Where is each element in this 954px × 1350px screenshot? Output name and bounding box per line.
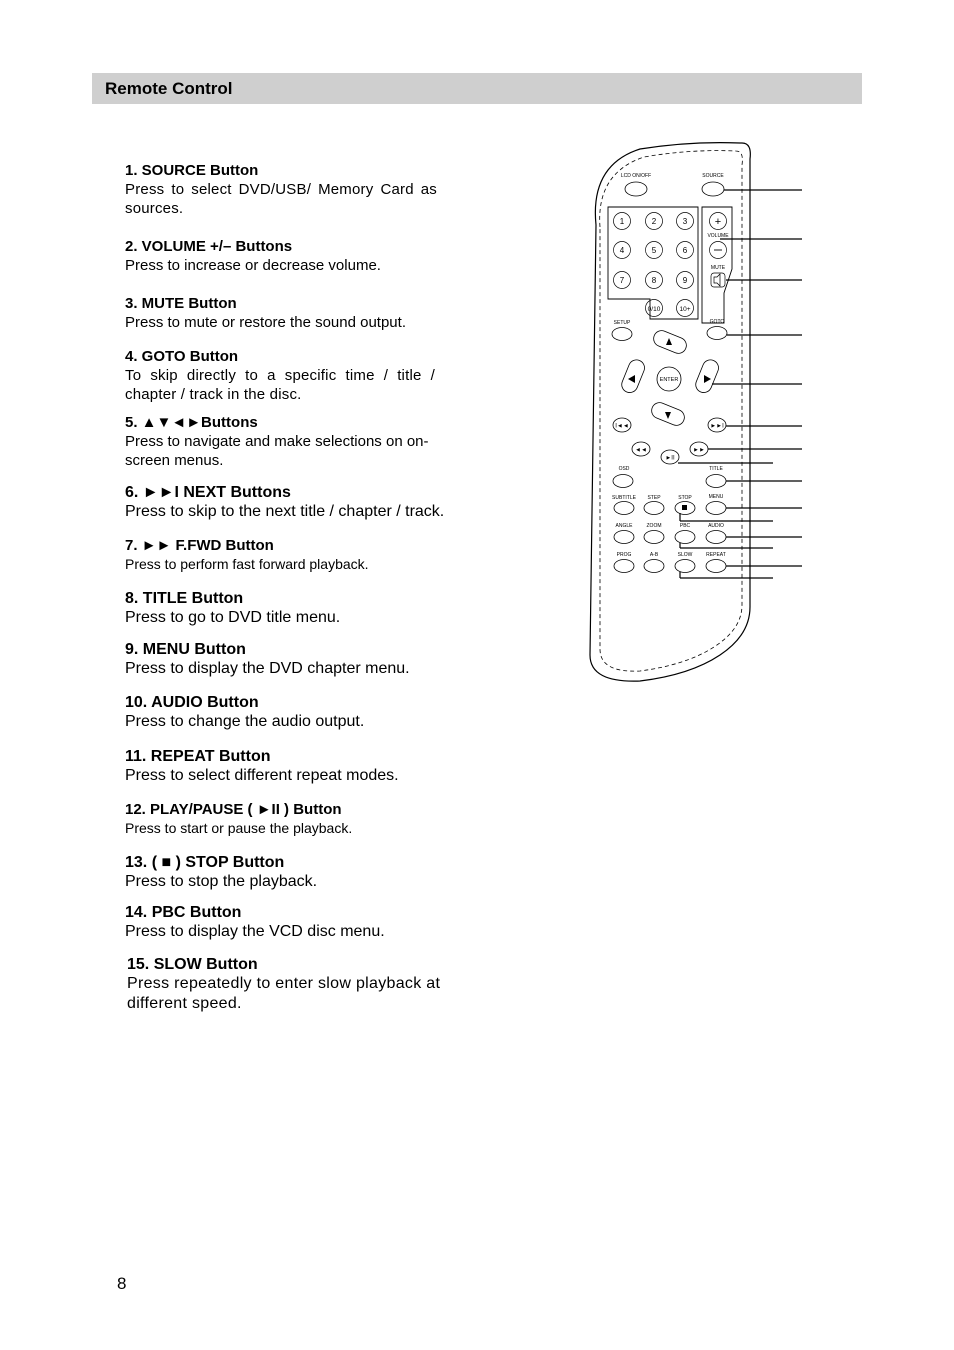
plus-icon: +: [714, 216, 722, 228]
menu-label: MENU: [708, 494, 724, 500]
item-stop: [125, 853, 455, 892]
goto-button[interactable]: [707, 327, 727, 340]
digit-2-label: 2: [651, 217, 657, 226]
source-label: SOURCE: [702, 173, 724, 179]
mute-icon: [714, 274, 720, 286]
item-heading: 11. REPEAT Button: [125, 748, 271, 765]
item-description: Press to select different repeat modes.: [125, 767, 399, 784]
setup-label: SETUP: [613, 320, 631, 326]
item-heading: 12. PLAY/PAUSE ( ►II ) Button: [125, 801, 342, 818]
item-description: Press to display the VCD disc menu.: [125, 923, 385, 940]
digit-10plus-label: 10+: [679, 306, 691, 313]
item-heading: 10. AUDIO Button: [125, 694, 259, 711]
item-play-pause: [125, 800, 455, 838]
item-heading: 6. ►►I NEXT Buttons: [125, 484, 291, 501]
item-description: To skip directly to a specific time / title / chapter / track in the disc.: [125, 367, 435, 403]
down-arrow-icon: [665, 412, 671, 419]
ab-button[interactable]: [644, 560, 664, 573]
mute-label: MUTE: [710, 265, 726, 271]
item-description: Press to perform fast forward playback.: [125, 556, 369, 572]
item-heading: 14. PBC Button: [125, 904, 242, 921]
prog-label: PROG: [616, 552, 632, 558]
item-repeat: [125, 747, 455, 786]
callout-lines: [678, 190, 802, 578]
ab-label: A-B: [649, 552, 659, 558]
repeat-button[interactable]: [706, 560, 726, 573]
item-description: Press to stop the playback.: [125, 873, 318, 890]
item-description: Press to skip to the next title / chapter / track.: [125, 503, 445, 520]
lcd-button[interactable]: [625, 182, 647, 196]
item-description: Press to increase or decrease volume.: [125, 257, 381, 274]
play-pause-icon: ►II: [665, 455, 675, 462]
prog-button[interactable]: [614, 560, 634, 573]
remote-control-illustration: [580, 135, 820, 695]
audio-label: AUDIO: [708, 523, 724, 529]
item-description: Press repeatedly to enter slow playback at different speed.: [127, 975, 441, 1012]
next-icon: ►►I: [710, 423, 724, 430]
item-description: Press to start or pause the playback.: [125, 820, 353, 836]
item-heading: 15. SLOW Button: [127, 956, 258, 973]
left-arrow-icon: [628, 375, 635, 383]
right-button[interactable]: [693, 357, 721, 395]
mute-button[interactable]: [711, 273, 725, 287]
item-description: Press to select DVD/USB/ Memory Card as sources.: [125, 181, 437, 217]
step-button[interactable]: [644, 502, 664, 515]
zoom-label: ZOOM: [646, 523, 662, 529]
step-label: STEP: [647, 495, 661, 501]
item-navigation: [125, 413, 455, 470]
item-description: Press to mute or restore the sound output.: [125, 314, 406, 331]
item-heading: 7. ►► F.FWD Button: [125, 537, 274, 554]
item-description: Press to change the audio output.: [125, 713, 365, 730]
digit-9-label: 9: [682, 276, 688, 285]
digit-8-label: 8: [651, 276, 657, 285]
osd-button[interactable]: [613, 475, 633, 488]
item-description: Press to navigate and make selections on on-screen menus.: [125, 433, 429, 469]
title-button[interactable]: [706, 475, 726, 488]
subtitle-label: SUBTITLE: [612, 495, 636, 501]
item-description: Press to go to DVD title menu.: [125, 609, 341, 626]
item-mute: [125, 294, 455, 332]
digit-3-label: 3: [682, 217, 688, 226]
item-heading: 5. ▲▼◄►Buttons: [125, 414, 258, 431]
digit-1-label: 1: [619, 217, 625, 226]
audio-button[interactable]: [706, 531, 726, 544]
item-heading: 2. VOLUME +/– Buttons: [125, 238, 293, 255]
source-button[interactable]: [702, 182, 724, 196]
section-header-bar: [92, 73, 862, 104]
section-title: Remote Control: [105, 79, 233, 98]
angle-label: ANGLE: [615, 523, 633, 529]
stop-label: STOP: [678, 495, 692, 501]
ffwd-icon: ►►: [693, 447, 705, 454]
pbc-button[interactable]: [675, 531, 695, 544]
item-ffwd: [125, 536, 455, 574]
digit-0-10-label: 0/10: [647, 306, 661, 313]
stop-icon: [682, 505, 687, 510]
item-source: [125, 161, 455, 218]
item-goto: [125, 347, 455, 404]
subtitle-button[interactable]: [614, 502, 634, 515]
prev-icon: I◄◄: [615, 423, 629, 430]
enter-label: ENTER: [659, 377, 679, 383]
item-title: [125, 589, 455, 628]
item-next: [125, 483, 455, 522]
page-number: 8: [117, 1274, 127, 1293]
item-heading: 8. TITLE Button: [125, 590, 244, 607]
item-description: Press to display the DVD chapter menu.: [125, 660, 410, 677]
item-slow: [127, 955, 457, 1014]
digit-5-label: 5: [651, 246, 657, 255]
item-heading: 13. ( ■ ) STOP Button: [125, 854, 285, 871]
lcd-label: LCD ON/OFF: [620, 173, 652, 179]
digit-7-label: 7: [619, 276, 625, 285]
zoom-button[interactable]: [644, 531, 664, 544]
setup-button[interactable]: [612, 328, 632, 341]
item-heading: 9. MENU Button: [125, 641, 246, 658]
menu-button[interactable]: [706, 502, 726, 515]
right-arrow-icon: [704, 375, 711, 383]
title-label: TITLE: [709, 466, 723, 472]
angle-button[interactable]: [614, 531, 634, 544]
digit-keypad: [614, 213, 694, 317]
item-menu: [125, 640, 455, 679]
volume-label: VOLUME: [707, 233, 729, 239]
repeat-label: REPEAT: [706, 552, 726, 558]
osd-label: OSD: [618, 466, 630, 472]
item-volume: [125, 237, 455, 275]
slow-label: SLOW: [677, 552, 693, 558]
digit-4-label: 4: [619, 246, 625, 255]
slow-button[interactable]: [675, 560, 695, 573]
goto-label: GOTO: [709, 319, 725, 325]
up-arrow-icon: [666, 338, 672, 345]
digit-6-label: 6: [682, 246, 688, 255]
item-pbc: [125, 903, 455, 942]
item-audio: [125, 693, 455, 732]
item-heading: 4. GOTO Button: [125, 348, 239, 365]
rewind-icon: ◄◄: [635, 447, 647, 454]
item-heading: 1. SOURCE Button: [125, 162, 259, 179]
item-heading: 3. MUTE Button: [125, 295, 237, 312]
pbc-label: PBC: [679, 523, 691, 529]
